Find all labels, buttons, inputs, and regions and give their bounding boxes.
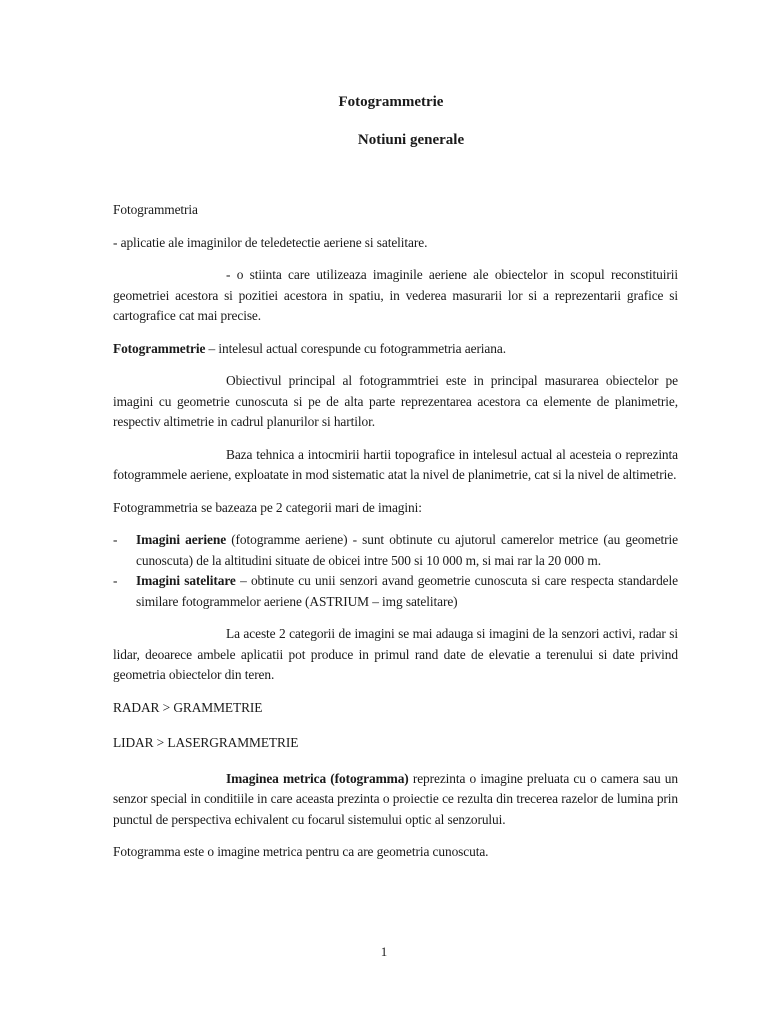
document-body bbox=[113, 200, 678, 875]
page-subtitle: Notiuni generale bbox=[357, 132, 465, 148]
list-item-text: (fotogramme aeriene) - sunt obtinute cu ajutorul camerelor metrice (au geometrie cunoscuta) de la altitudini situate de obicei intre 500 si 10 000 m, si mai rar la 20 000 m. bbox=[136, 532, 678, 568]
list-item bbox=[113, 530, 678, 571]
list-item bbox=[113, 571, 678, 612]
image-categories-list bbox=[113, 530, 678, 612]
paragraph-fotogramma: Fotogramma este o imagine metrica pentru ca are geometria cunoscuta. bbox=[113, 844, 489, 859]
paragraph-technical-basis: Baza tehnica a intocmirii hartii topografice in intelesul actual al acesteia o reprezinta fotogrammele aeriene, exploatate in mod sistematic atat la nivel de planimetrie, cat si la nivel de altimetrie. bbox=[113, 446, 678, 482]
list-dash: - bbox=[113, 532, 118, 547]
paragraph-categories-intro: Fotogrammetria se bazeaza pe 2 categorii mari de imagini: bbox=[113, 499, 422, 515]
term-metric-image-definition: reprezinta o imagine preluata cu o camera sau un senzor special in conditiile in care aceasta prezinta o proiectie ce rezulta din trecerea razelor de lumina prin punctul de perspectiva echivalent cu focarul sistemului optic al senzorului. bbox=[113, 770, 678, 827]
paragraph-intro-term: Fotogrammetria bbox=[113, 202, 198, 217]
paragraph-definition-1: - aplicatie ale imaginilor de teledetectie aeriene si satelitare. bbox=[113, 234, 428, 250]
page-title: Fotogrammetrie bbox=[338, 94, 444, 110]
list-item-term: Imagini satelitare bbox=[136, 573, 236, 588]
list-item-text: – obtinute cu unii senzori avand geometrie cunoscuta si care respecta standardele similare fotogrammelor aeriene (ASTRIUM – img satelitare) bbox=[136, 573, 678, 609]
list-dash: - bbox=[113, 573, 118, 588]
term-fotogrammetrie: Fotogrammetrie bbox=[113, 340, 206, 356]
paragraph-fotogrammetrie bbox=[113, 339, 678, 360]
paragraph-definition-2: - o stiinta care utilizeaza imaginile aeriene ale obiectelor in scopul reconstituirii geometriei acestora si pozitiei acestora in spatiu, in vederea masurarii lor si a reprezentarii grafice si cartografice cat mai precise. bbox=[113, 267, 678, 323]
list-item-term: Imagini aeriene bbox=[136, 532, 227, 547]
paragraph-radar: RADAR > GRAMMETRIE bbox=[113, 699, 263, 715]
term-metric-image: Imaginea metrica (fotogramma) bbox=[226, 770, 409, 786]
paragraph-lidar: LIDAR > LASERGRAMMETRIE bbox=[113, 735, 299, 750]
page-number: 1 bbox=[380, 944, 388, 959]
paragraph-objective: Obiectivul principal al fotogrammtriei este in principal masurarea obiectelor pe imagini cu geometrie cunoscuta si pe de alta parte reprezentarea acestora ca elemente de planimetrie, respectiv altimetrie in cadrul planurilor si hartilor. bbox=[113, 373, 678, 429]
term-fotogrammetrie-definition: – intelesul actual corespunde cu fotogrammetria aeriana. bbox=[205, 340, 506, 356]
paragraph-active-sensors: La aceste 2 categorii de imagini se mai adauga si imagini de la senzori activi, radar si lidar, deoarece ambele aplicatii pot produce in primul rand date de elevatie a terenului si date privind geometria obiectelor din teren. bbox=[113, 626, 678, 682]
paragraph-metric-image bbox=[113, 769, 678, 831]
